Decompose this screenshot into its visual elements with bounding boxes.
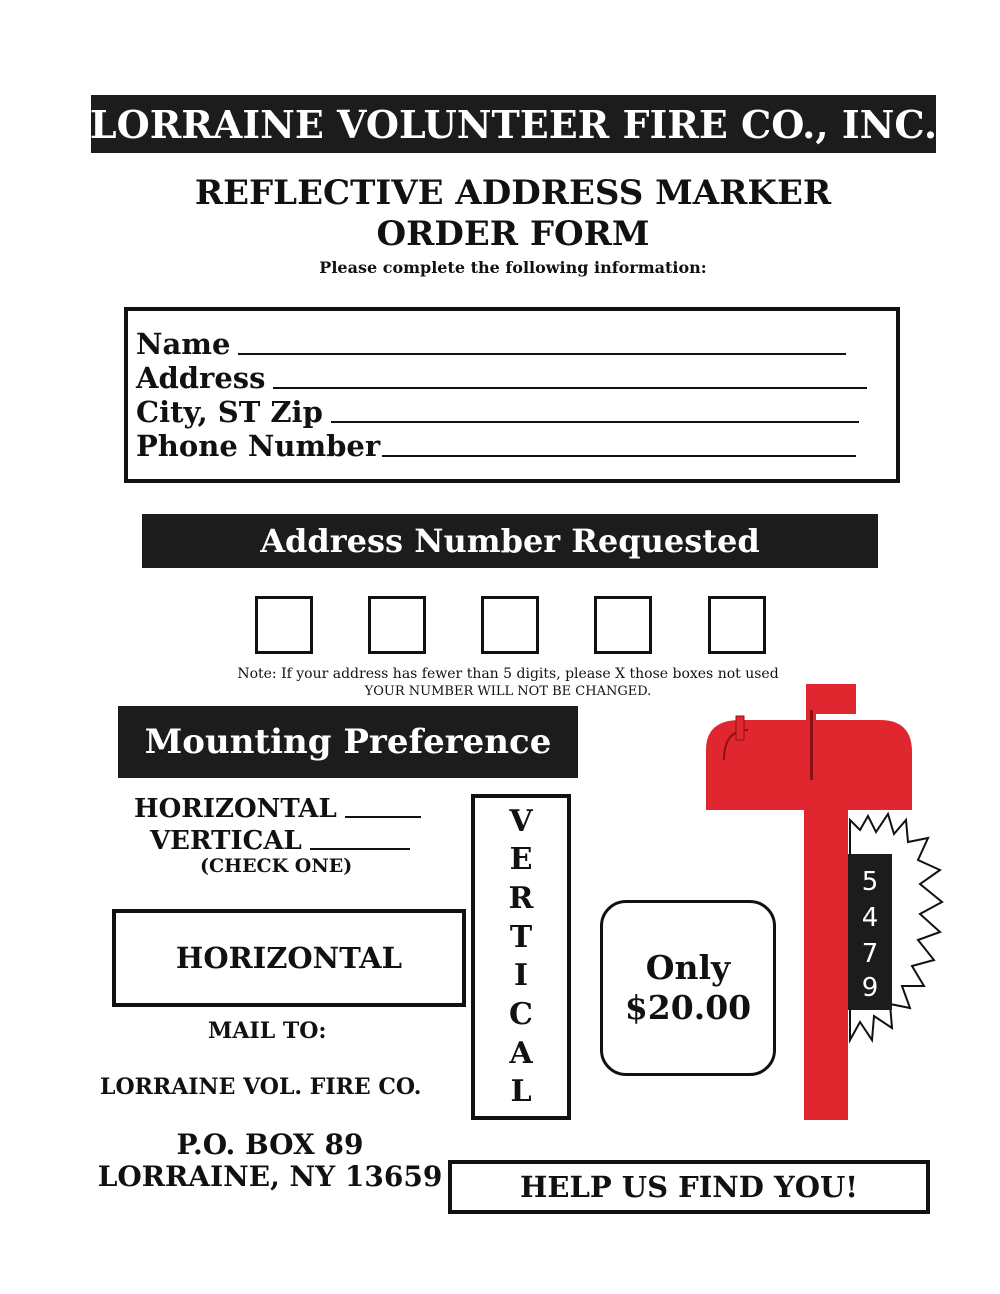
digit-box-2[interactable] [368,596,426,654]
address-row [136,359,867,393]
digit-box-5[interactable] [708,596,766,654]
plate-digit: 4 [861,903,879,933]
digit-box-1[interactable] [255,596,313,654]
vertical-letter: E [509,842,533,878]
name-row [136,325,846,359]
horizontal-sample-box [112,909,466,1007]
address-number-heading: Address Number Requested [142,514,878,568]
digit-note: Note: If your address has fewer than 5 digits, please X those boxes not used [237,666,779,682]
horizontal-option-row [134,794,421,824]
vertical-option-row [150,826,410,856]
horizontal-option-label: HORIZONTAL [134,794,337,824]
vertical-letter: R [508,880,534,916]
instructions-text: Please complete the following information: [319,258,707,277]
vertical-letter: T [509,919,533,955]
mailbox-post [804,810,848,1120]
plate-digit: 7 [861,939,879,969]
vertical-letter: A [509,1035,533,1071]
vertical-letter: V [509,803,533,839]
digit-box-3[interactable] [481,596,539,654]
slogan-text: HELP US FIND YOU! [519,1170,859,1204]
horizontal-sample-text: HORIZONTAL [175,941,403,975]
vertical-option-blank[interactable] [310,848,410,850]
city-state-zip-label: City, ST Zip [136,395,323,429]
digit-note-warning: YOUR NUMBER WILL NOT BE CHANGED. [364,684,652,699]
form-title-line-1: REFLECTIVE ADDRESS MARKER [194,173,832,213]
price-amount: $20.00 [624,988,752,1027]
mail-to-city: LORRAINE, NY 13659 [97,1160,443,1193]
price-only-label: Only [645,948,731,987]
check-one-instruction: (CHECK ONE) [200,855,353,877]
phone-row [136,427,856,461]
vertical-sample-box [471,794,571,1120]
customer-info-box [124,307,900,483]
mail-to-name: LORRAINE VOL. FIRE CO. [100,1074,422,1100]
address-label: Address [136,361,266,395]
vertical-letter: C [509,996,533,1032]
city-state-zip-row [136,393,859,427]
phone-field[interactable] [382,455,856,457]
mail-to-po-box: P.O. BOX 89 [176,1128,364,1161]
horizontal-option-blank[interactable] [345,816,421,818]
phone-label: Phone Number [136,429,381,463]
organization-banner: LORRAINE VOLUNTEER FIRE CO., INC. [91,95,936,153]
form-title-line-2: ORDER FORM [376,214,650,254]
address-field[interactable] [273,387,867,389]
mounting-preference-heading: Mounting Preference [118,706,578,778]
name-label: Name [136,327,231,361]
vertical-option-label: VERTICAL [150,826,302,856]
vertical-letter: L [510,1074,532,1110]
plate-digit: 9 [861,973,879,1003]
plate-digit: 5 [861,867,879,897]
digit-box-4[interactable] [594,596,652,654]
vertical-letter: I [513,958,529,994]
city-state-zip-field[interactable] [331,421,859,423]
mailbox-illustration [700,680,950,1130]
mail-to-heading: MAIL TO: [208,1018,327,1044]
name-field[interactable] [238,353,846,355]
slogan-box [448,1160,930,1214]
